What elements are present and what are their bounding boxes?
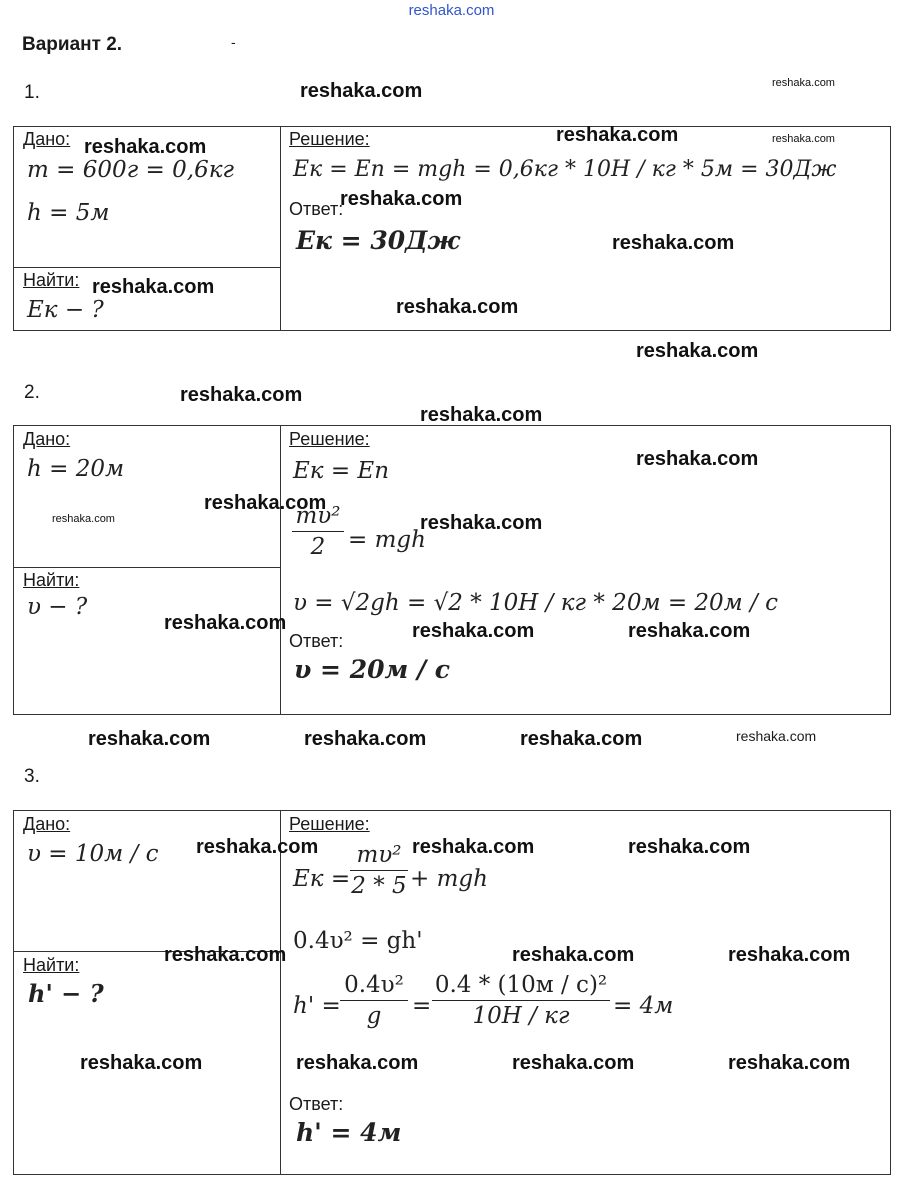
problem-3-step3-lhs: h' = (293, 993, 341, 1019)
problem-3-step1-rhs: + mgh (410, 866, 488, 892)
watermark: reshaka.com (204, 492, 327, 514)
problem-2-answer-label: Ответ: (289, 631, 344, 651)
watermark-small: reshaka.com (772, 133, 835, 145)
problem-2-given-height: h = 20м (27, 456, 125, 482)
problem-3-given-speed: υ = 10м / с (27, 841, 159, 867)
watermark: reshaka.com (636, 340, 759, 362)
problem-3-answer-label: Ответ: (289, 1094, 344, 1114)
problem-3-answer: h' = 4м (296, 1118, 402, 1147)
watermark: reshaka.com (340, 188, 463, 210)
fraction-bar (340, 1000, 408, 1001)
problem-2-number: 2. (24, 382, 40, 403)
watermark: reshaka.com (412, 836, 535, 858)
watermark-small: reshaka.com (52, 513, 115, 525)
problem-1-given-mass: m = 600г = 0,6кг (27, 157, 235, 183)
problem-3-step3-num1: 0.4υ² (344, 972, 404, 998)
problem-1-solution-label: Решение: (289, 129, 370, 149)
watermark: reshaka.com (512, 944, 635, 966)
problem-3-solution-label: Решение: (289, 814, 370, 834)
problem-1-given-label: Дано: (23, 129, 71, 149)
watermark-small: reshaka.com (736, 728, 817, 744)
problem-3-step1-fraction (350, 842, 408, 899)
fraction-bar (350, 870, 408, 871)
problem-1-given-height: h = 5м (27, 200, 110, 226)
watermark: reshaka.com (304, 728, 427, 750)
problem-3-step3-den1: g (366, 1003, 382, 1029)
watermark: reshaka.com (196, 836, 319, 858)
problem-2-given-label: Дано: (23, 429, 71, 449)
fraction-bar (292, 531, 344, 532)
problem-1-find-label: Найти: (23, 270, 80, 290)
problem-3-step1-lhs: Eк = (293, 866, 351, 892)
watermark: reshaka.com (520, 728, 643, 750)
problem-2-answer: υ = 20м / с (294, 655, 451, 684)
problem-2-step2-num: mυ² (295, 503, 341, 529)
problem-3-step3-den2: 10Н / кг (472, 1003, 570, 1029)
watermark: reshaka.com (92, 276, 215, 298)
problem-3-step3-fraction1 (340, 972, 408, 1029)
watermark: reshaka.com (728, 944, 851, 966)
watermark: reshaka.com (412, 620, 535, 642)
watermark: reshaka.com (88, 728, 211, 750)
problem-2-step3: υ = √2gh = √2 * 10Н / кг * 20м = 20м / с (293, 590, 778, 616)
watermark: reshaka.com (164, 612, 287, 634)
problem-3-step3-num2: 0.4 * (10м / с)² (434, 972, 608, 998)
watermark: reshaka.com (164, 944, 287, 966)
problem-3-find: h' − ? (28, 979, 104, 1008)
fraction-bar (432, 1000, 610, 1001)
problem-2-step2-den: 2 (310, 534, 326, 560)
watermark: reshaka.com (396, 296, 519, 318)
watermark: reshaka.com (80, 1052, 203, 1074)
problem-2-find-label: Найти: (23, 570, 80, 590)
problem-3-find-label: Найти: (23, 955, 80, 975)
watermark: reshaka.com (296, 1052, 419, 1074)
watermark: reshaka.com (420, 512, 543, 534)
problem-3-number: 3. (24, 766, 40, 787)
watermark: reshaka.com (84, 136, 207, 158)
watermark: reshaka.com (628, 620, 751, 642)
site-header[interactable]: reshaka.com (408, 2, 495, 19)
problem-3-given-label: Дано: (23, 814, 71, 834)
watermark-small: reshaka.com (772, 77, 835, 89)
watermark: reshaka.com (556, 124, 679, 146)
watermark: reshaka.com (300, 80, 423, 102)
problem-1-answer: Eк = 30Дж (296, 226, 460, 255)
problem-3-step1-den: 2 * 5 (351, 873, 407, 899)
watermark: reshaka.com (180, 384, 303, 406)
watermark: reshaka.com (512, 1052, 635, 1074)
problem-3-step2: 0.4υ² = gh' (293, 928, 423, 954)
problem-1-solution: Eк = Eп = mgh = 0,6кг * 10Н / кг * 5м = 30Дж (293, 157, 837, 182)
problem-3-step1-num: mυ² (356, 842, 402, 868)
problem-1-answer-label: Ответ: (289, 199, 344, 219)
problem-3-step3-eq: = (412, 993, 432, 1019)
problem-1-number: 1. (24, 82, 40, 103)
title-mark: - (231, 34, 236, 50)
watermark: reshaka.com (420, 404, 543, 426)
watermark: reshaka.com (612, 232, 735, 254)
problem-3-step3-rhs: = 4м (613, 993, 674, 1019)
watermark: reshaka.com (628, 836, 751, 858)
page-title: Вариант 2. (22, 34, 123, 55)
problem-2-find: υ − ? (27, 594, 88, 620)
watermark: reshaka.com (728, 1052, 851, 1074)
watermark: reshaka.com (636, 448, 759, 470)
problem-2-step1: Eк = Eп (293, 458, 390, 484)
problem-1-find: Eк − ? (27, 297, 104, 323)
problem-2-step2-rhs: = mgh (348, 527, 426, 553)
problem-3-step3-fraction2 (432, 972, 610, 1029)
problem-2-solution-label: Решение: (289, 429, 370, 449)
